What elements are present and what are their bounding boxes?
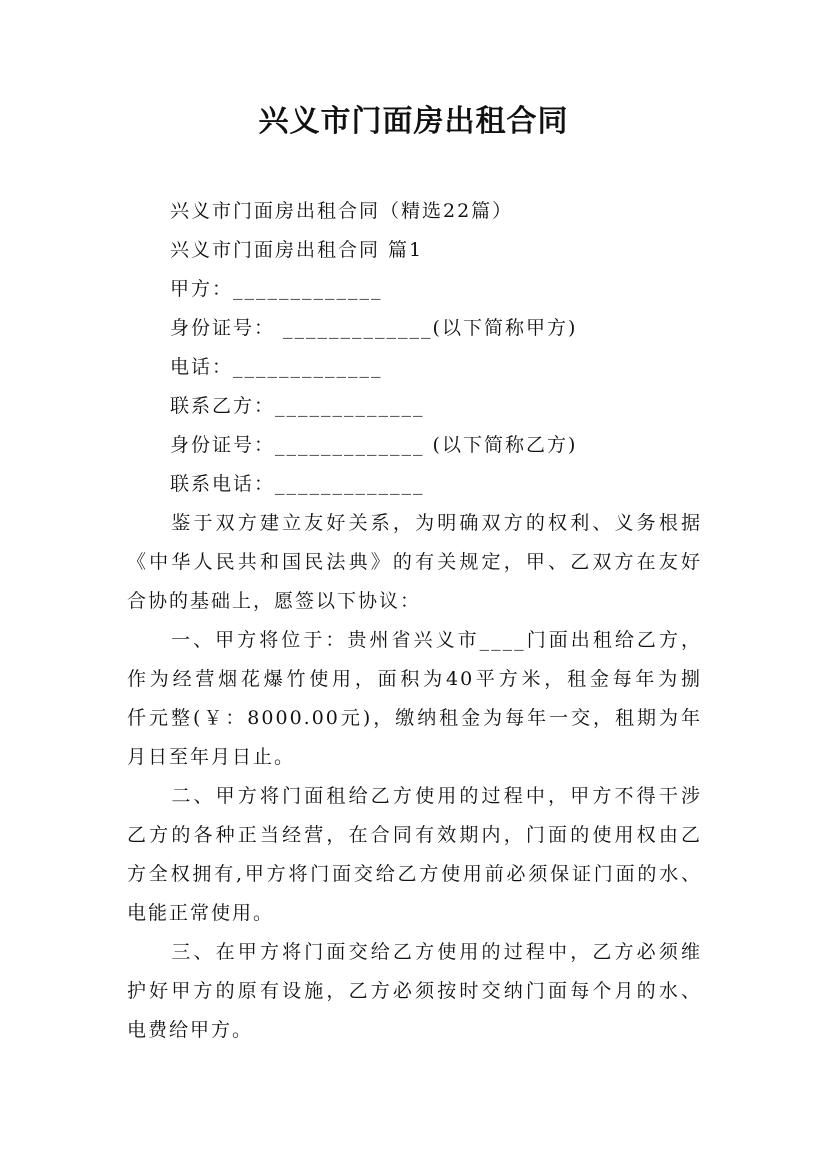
clause-1-line: 月日至年月日止。 (127, 746, 296, 768)
clause-2-line: 方全权拥有,甲方将门面交给乙方使用前必须保证门面的水、 (127, 863, 702, 885)
party-b-phone-line: 联系电话：_____________ (170, 473, 425, 495)
party-a-line: 甲方：_____________ (170, 278, 383, 300)
subtitle-line: 兴义市门面房出租合同（精选22篇） (170, 200, 514, 222)
clause-2-line: 乙方的各种正当经营，在合同有效期内，门面的使用权由乙 (127, 824, 702, 846)
party-a-phone-line: 电话：_____________ (170, 356, 383, 378)
party-b-id-line: 身份证号：_____________ (以下简称乙方) (170, 434, 578, 456)
clause-2-line: 二、甲方将门面租给乙方使用的过程中，甲方不得干涉 (127, 785, 702, 807)
clause-3-line: 三、在甲方将门面交给乙方使用的过程中，乙方必须维 (127, 941, 702, 963)
clause-1-line: 作为经营烟花爆竹使用，面积为40平方米，租金每年为捌 (127, 668, 702, 690)
clause-3-line: 电费给甲方。 (127, 1019, 254, 1041)
clause-2-line: 电能正常使用。 (127, 902, 275, 924)
party-a-id-line: 身份证号： _____________(以下简称甲方) (170, 317, 578, 339)
document-title: 兴义市门面房出租合同 (258, 104, 569, 139)
paragraph-intro-line: 合协的基础上，愿签以下协议： (127, 590, 422, 612)
party-b-line: 联系乙方：_____________ (170, 395, 425, 417)
clause-3-line: 护好甲方的原有设施，乙方必须按时交纳门面每个月的水、 (127, 980, 702, 1002)
clause-1-line: 一、甲方将位于：贵州省兴义市____门面出租给乙方， (127, 629, 702, 651)
paragraph-intro-line: 鉴于双方建立友好关系，为明确双方的权利、义务根据 (127, 512, 702, 534)
paragraph-intro-line: 《中华人民共和国民法典》的有关规定，甲、乙双方在友好 (127, 551, 702, 573)
clause-1-line: 仟元整(￥：8000.00元)，缴纳租金为每年一交，租期为年 (127, 707, 702, 729)
section-heading: 兴义市门面房出租合同 篇1 (170, 239, 424, 261)
